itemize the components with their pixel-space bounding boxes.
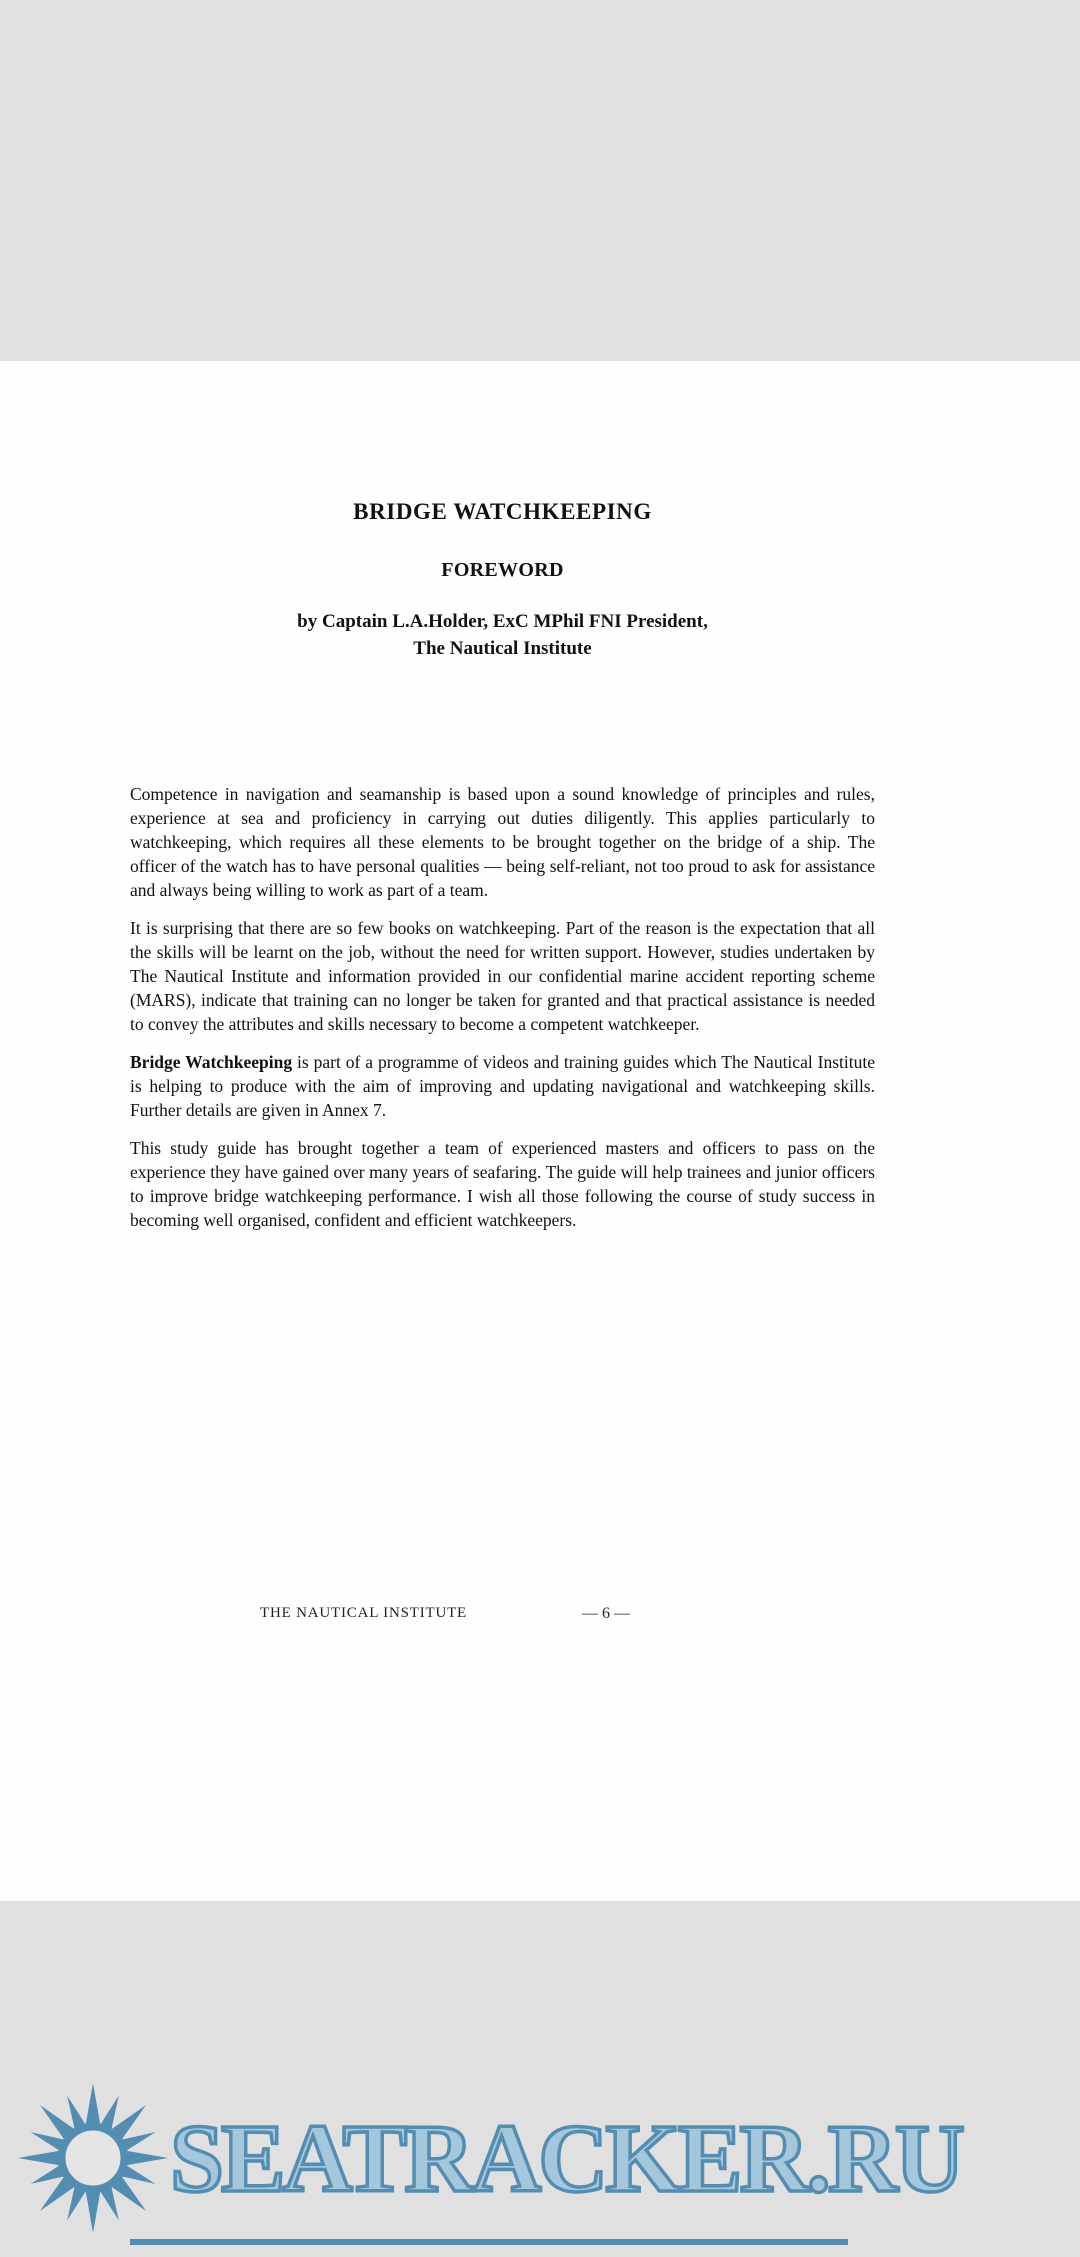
paragraph-3-rest: is part of a programme of videos and training guides which The Nautical Institute is helping to produce with the aim of improving and updating navigational and watchkeeping skills. Further details are given in Annex 7. bbox=[130, 1052, 875, 1120]
page-content bbox=[130, 361, 875, 1622]
section-heading: FOREWORD bbox=[441, 559, 564, 581]
byline-line-2: The Nautical Institute bbox=[413, 638, 592, 659]
byline-line-1: by Captain L.A.Holder, ExC MPhil FNI President, bbox=[297, 611, 708, 632]
sun-logo-icon bbox=[18, 2083, 168, 2233]
document-page bbox=[0, 361, 1080, 1901]
scan-margin-bottom bbox=[0, 1901, 1080, 2257]
watermark bbox=[18, 2083, 962, 2233]
paragraph-4: This study guide has brought together a team of experienced masters and officers to pass on the experience they have gained over many years of seafaring. The guide will help trainees and junior officers to improve bridge watchkeeping performance. I wish all those following the course of study success in becoming well organised, confident and efficient watchkeepers. bbox=[130, 1138, 875, 1230]
body-text bbox=[130, 782, 875, 1232]
scan-margin-top bbox=[0, 0, 1080, 361]
page-title: BRIDGE WATCHKEEPING bbox=[353, 499, 652, 524]
footer-page-number: — 6 — bbox=[582, 1605, 630, 1622]
paragraph-1: Competence in navigation and seamanship is based upon a sound knowledge of principles and rules, experience at sea and proficiency in carrying out duties diligently. This applies particularly to watchkeeping, which requires all these elements to be brought together on the bridge of a ship. The officer of the watch has to have personal qualities — being self-reliant, not too proud to ask for assistance and always being willing to work as part of a team. bbox=[130, 784, 875, 900]
watermark-underline bbox=[130, 2239, 848, 2245]
paragraph-3 bbox=[130, 1050, 875, 1122]
paragraph-2: It is surprising that there are so few books on watchkeeping. Part of the reason is the expectation that all the skills will be learnt on the job, without the need for written support. However, studies undertaken by The Nautical Institute and information provided in our confidential marine accident reporting scheme (MARS), indicate that training can no longer be taken for granted and that practical assistance is needed to convey the attributes and skills necessary to become a competent watchkeeper. bbox=[130, 918, 875, 1034]
byline bbox=[130, 608, 875, 662]
watermark-text: SEATRACKER.RU bbox=[170, 2104, 962, 2212]
paragraph-3-lead: Bridge Watchkeeping bbox=[130, 1052, 293, 1072]
footer-publisher: THE NAUTICAL INSTITUTE bbox=[260, 1605, 468, 1621]
page-footer bbox=[260, 1605, 1005, 1622]
